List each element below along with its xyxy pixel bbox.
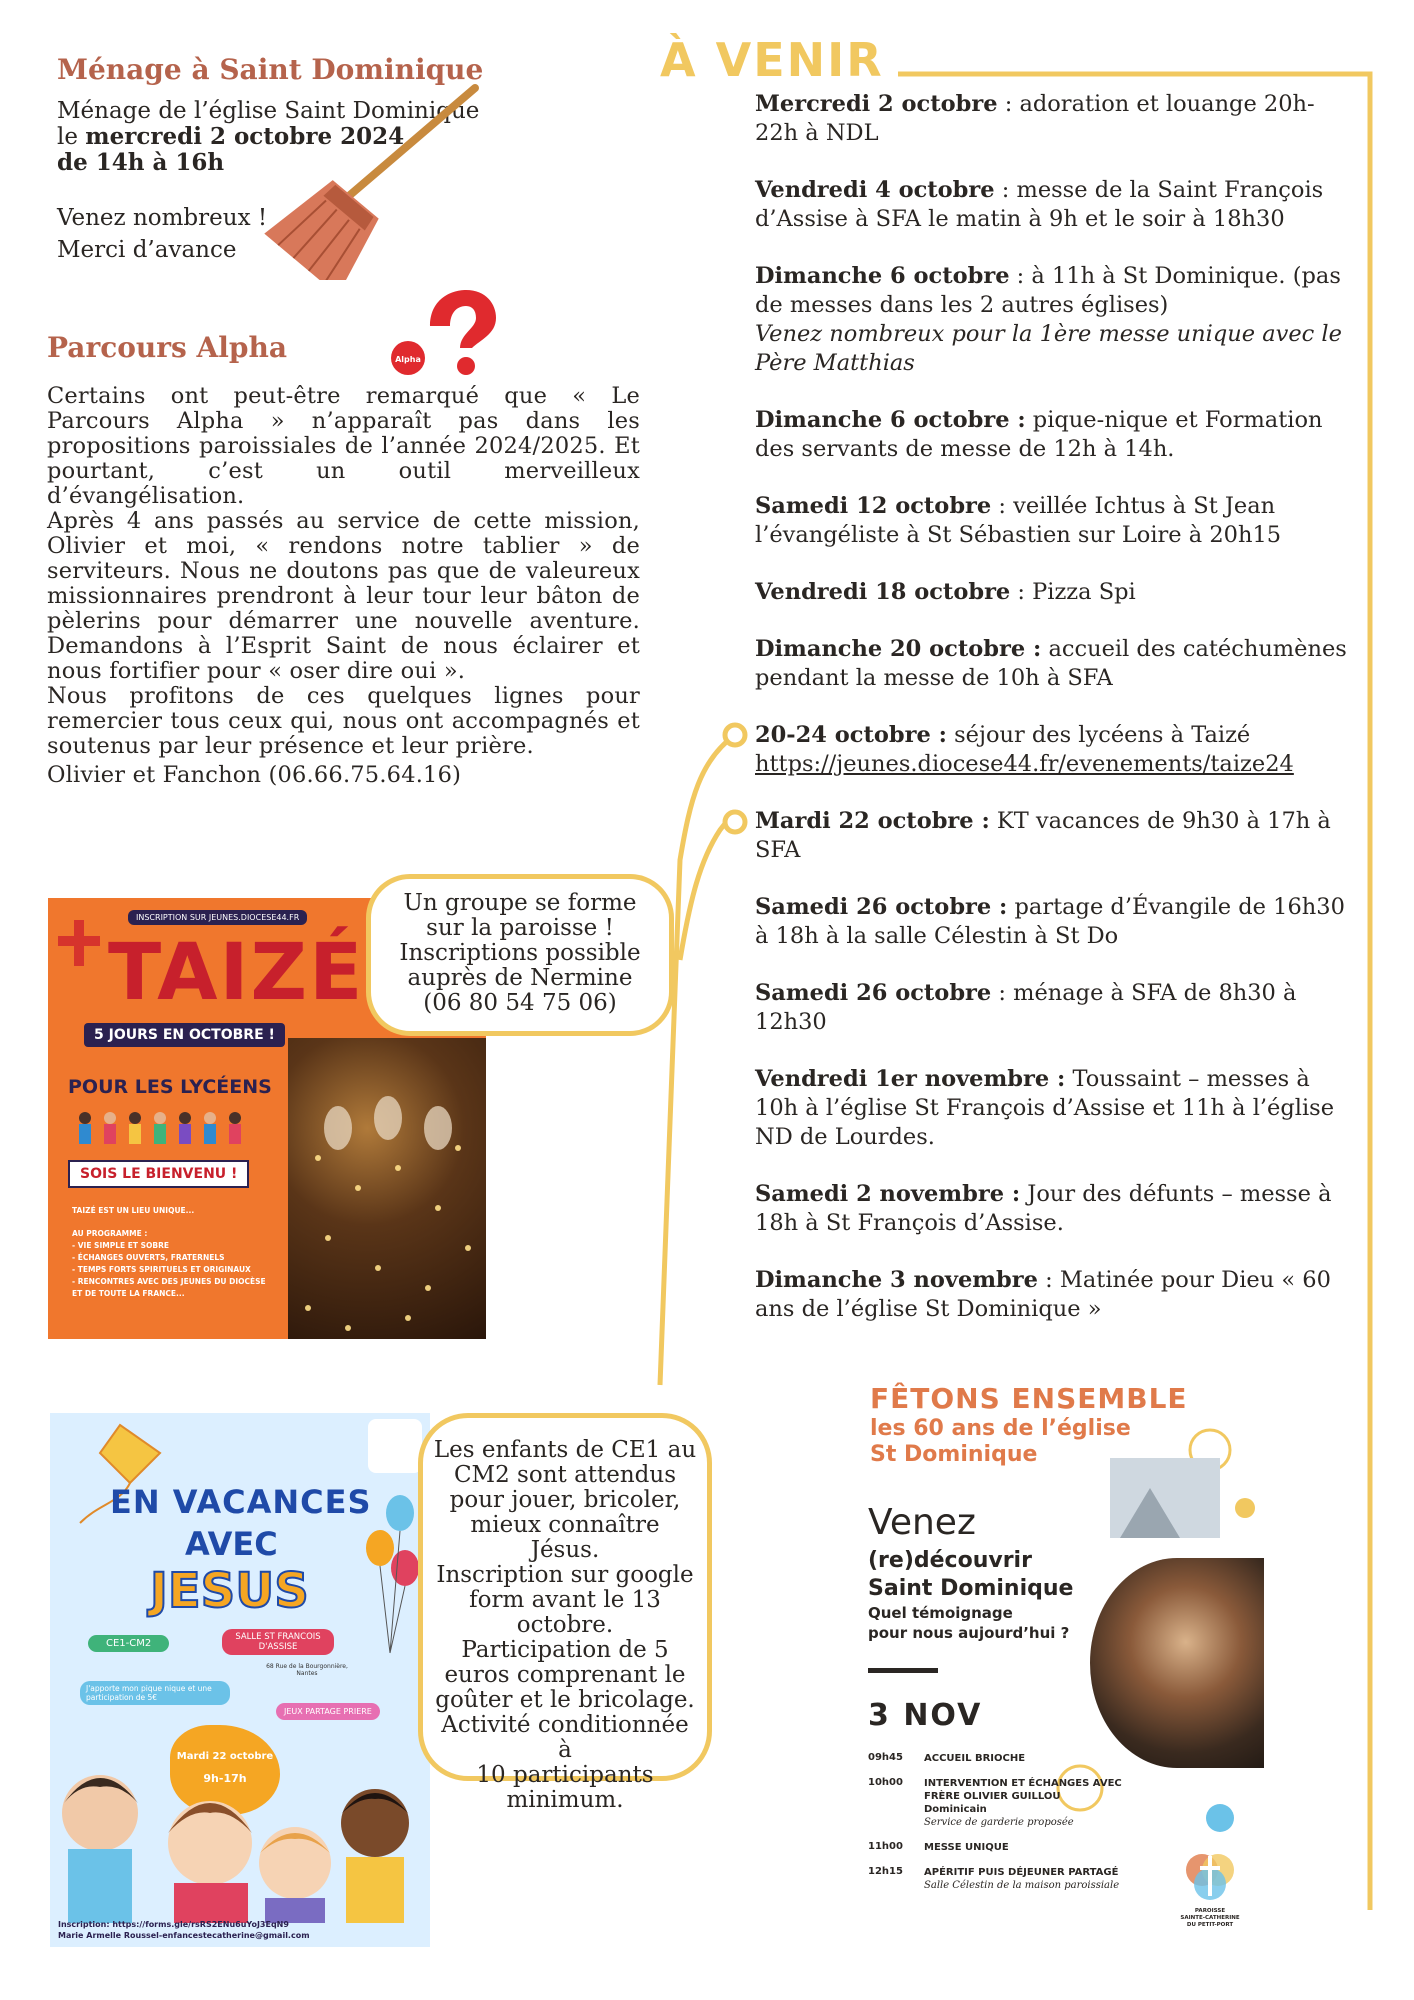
vacances-address: 68 Rue de la Bourgonnière, Nantes: [266, 1663, 348, 1677]
alpha-title: Parcours Alpha: [47, 331, 287, 364]
schedule-note: Salle Célestin de la maison paroissiale: [924, 1880, 1120, 1891]
schedule-label: APÉRITIF PUIS DÉJEUNER PARTAGÉ: [924, 1867, 1119, 1878]
children-illustration: [50, 1753, 430, 1923]
candle-crowd-image: [288, 1038, 486, 1339]
taize-program-item: - VIE SIMPLE ET SOBRE: [72, 1241, 169, 1250]
vacances-tag-place: SALLE ST FRANCOIS D'ASSISE: [222, 1629, 334, 1655]
alpha-signature: Olivier et Fanchon (06.66.75.64.16): [47, 762, 462, 788]
menage-title: Ménage à Saint Dominique: [57, 53, 484, 86]
bubble-line: Inscriptions possible: [399, 940, 641, 966]
vacances-tag-age: CE1-CM2: [88, 1635, 169, 1652]
bubble-line: euros comprenant le: [444, 1662, 686, 1688]
bubble-line: sur la paroisse !: [426, 915, 614, 941]
taize-subtitle: POUR LES LYCÉENS: [68, 1076, 272, 1098]
taize-program: AU PROGRAMME : - VIE SIMPLE ET SOBRE - ÉCHANGES OUVERTS, FRATERNELS - TEMPS FORTS SPIRITUELS ET ORIGINAUX - RENCONTRES AVEC DES JEUNES DU DIOCÈSE ET DE TOUTE LA FRANCE...: [72, 1228, 302, 1300]
bubble-line: (06 80 54 75 06): [423, 990, 617, 1016]
vacances-date-badge: Mardi 22 octobre 9h-17h: [170, 1725, 280, 1815]
taize-program-item: - RENCONTRES AVEC DES JEUNES DU DIOCÈSE: [72, 1277, 266, 1286]
schedule-row: [868, 1841, 1158, 1854]
taize-intro: TAIZÉ EST UN LIEU UNIQUE...: [72, 1206, 195, 1215]
vacances-tag-activities: JEUX PARTAGE PRIERE: [276, 1703, 380, 1720]
fetons-title1: FÊTONS ENSEMBLE: [870, 1382, 1188, 1415]
bubble-line: form avant le 13: [469, 1587, 661, 1613]
people-illustration: [70, 1108, 280, 1156]
menage-hours: de 14h à 16h: [57, 149, 225, 176]
bubble-line: 10 participants: [476, 1762, 654, 1788]
fetons-question2: pour nous aujourd’hui ?: [868, 1624, 1070, 1642]
avenir-item: Samedi 12 octobre : veillée Ichtus à St Jean l’évangéliste à St Sébastien sur Loire à 20h15: [755, 493, 1282, 548]
avenir-item: Samedi 26 octobre : ménage à SFA de 8h30 à 12h30: [755, 980, 1297, 1035]
avenir-item: Vendredi 1er novembre : Toussaint – messes à 10h à l’église St François d’Assise et 11h à l’église ND de Lourdes.: [755, 1066, 1335, 1150]
schedule-row: [868, 1752, 1158, 1765]
schedule-row: 10h00 INTERVENTION ET ÉCHANGES AVEC FRÈRE OLIVIER GUILLOU Dominicain Service de garderie proposée: [868, 1777, 1158, 1829]
bubble-line: pour jouer, bricoler,: [449, 1487, 681, 1513]
cross-icon: [54, 918, 104, 968]
alpha-para1: Certains ont peut-être remarqué que « Le Parcours Alpha » n’apparaît pas dans les propositions paroissiales de l’année 2024/2025. Et pourtant, c’est un outil merveilleux d’évangélisation.: [47, 383, 640, 509]
fetons-title2: les 60 ans de l’église: [870, 1416, 1131, 1441]
fetons-question1: Quel témoignage: [868, 1604, 1013, 1622]
vacances-title2: AVEC: [185, 1525, 278, 1563]
fetons-decor: [1060, 1428, 1264, 1548]
taize-poster-title: TAIZÉ: [108, 928, 365, 1018]
bubble-line: CM2 sont attendus: [453, 1462, 677, 1488]
bubble-line: minimum.: [506, 1787, 624, 1813]
taize-ribbon: 5 JOURS EN OCTOBRE !: [84, 1023, 285, 1047]
fetons-title3: St Dominique: [870, 1442, 1038, 1467]
bubble-line: Activité conditionnée à: [441, 1712, 689, 1763]
avenir-item: Dimanche 6 octobre : pique-nique et Formation des servants de messe de 12h à 14h.: [755, 407, 1323, 462]
menage-invite: Venez nombreux !: [57, 205, 268, 231]
taize-program-item: - TEMPS FORTS SPIRITUELS ET ORIGINAUX: [72, 1265, 251, 1274]
parish-logo-text: PAROISSE SAINTE-CATHERINE DU PETIT-PORT: [1180, 1908, 1240, 1928]
avenir-item: Dimanche 20 octobre : accueil des catéchumènes pendant la messe de 10h à SFA: [755, 636, 1347, 691]
alpha-para2: Après 4 ans passés au service de cette mission, Olivier et moi, « rendons notre tablier » de serviteurs. Nous ne doutons pas que de valeureux missionnaires prendront à leur tour leur bâton de pèlerins pour démarrer une nouvelle aventure. Demandons à l’Esprit Saint de nous éclairer et nous fortifier pour « oser dire oui ».: [47, 508, 640, 684]
schedule-note: Service de garderie proposée: [924, 1817, 1074, 1828]
menage-thanks: Merci d’avance: [57, 237, 237, 263]
bubble-line: Les enfants de CE1 au: [433, 1437, 697, 1463]
avenir-list: [755, 90, 1355, 1352]
schedule-time: 12h15: [868, 1866, 903, 1877]
fetons-redecouvrir: (re)découvrir: [868, 1548, 1032, 1573]
bubble-line: Inscription sur google: [436, 1562, 694, 1588]
taize-welcome: SOIS LE BIENVENU !: [68, 1160, 249, 1188]
vacances-footer: Inscription: https://forms.gle/rsRS2ENu6uYoJ3EqN9 Marie Armelle Roussel-enfancestecatherine@gmail.com: [58, 1920, 310, 1940]
menage-line1: Ménage de l’église Saint Dominique: [57, 98, 480, 124]
schedule-label: INTERVENTION ET ÉCHANGES AVEC FRÈRE OLIVIER GUILLOU: [924, 1778, 1122, 1802]
parish-logo-icon: [1180, 1846, 1240, 1906]
schedule-time: 11h00: [868, 1841, 903, 1852]
fetons-saint: Saint Dominique: [868, 1576, 1074, 1601]
vacances-tag-lunch: J'apporte mon pique nique et une participation de 5€: [80, 1681, 230, 1705]
vacances-title1: EN VACANCES: [110, 1483, 372, 1521]
avenir-item: Mardi 22 octobre : KT vacances de 9h30 à 17h à SFA: [755, 808, 1331, 863]
taize-program-item: - ÉCHANGES OUVERTS, FRATERNELS: [72, 1253, 225, 1262]
avenir-item: Vendredi 4 octobre : messe de la Saint François d’Assise à SFA le matin à 9h et le soir à 18h30: [755, 177, 1324, 232]
avenir-item: Mercredi 2 octobre : adoration et louange 20h-22h à NDL: [755, 91, 1315, 146]
schedule-row: [868, 1866, 1158, 1892]
avenir-item: Samedi 2 novembre : Jour des défunts – messe à 18h à St François d’Assise.: [755, 1181, 1332, 1236]
taize-program-item: ET DE TOUTE LA FRANCE...: [72, 1289, 185, 1298]
schedule-label: ACCUEIL BRIOCHE: [924, 1753, 1026, 1764]
fetons-date: 3 NOV: [868, 1698, 983, 1733]
avenir-title: À VENIR: [660, 30, 892, 90]
avenir-item: Samedi 26 octobre : partage d’Évangile de 16h30 à 18h à la salle Célestin à St Do: [755, 894, 1345, 949]
bubble-line: Participation de 5: [461, 1637, 669, 1663]
alpha-logo-text: Alpha: [395, 355, 421, 364]
bubble-line: octobre.: [516, 1612, 614, 1638]
schedule-label: MESSE UNIQUE: [924, 1842, 1009, 1853]
schedule-time: 10h00: [868, 1777, 903, 1788]
bubble-line: mieux connaître Jésus.: [470, 1512, 660, 1563]
vacances-poster: [50, 1413, 430, 1947]
bubble-line: Un groupe se forme: [403, 890, 637, 916]
vacances-title3: JESUS: [150, 1563, 309, 1619]
bubble-line: auprès de Nermine: [407, 965, 633, 991]
fetons-poster: [840, 1368, 1264, 1962]
bubble-line: goûter et le bricolage.: [435, 1687, 695, 1713]
avenir-item: Dimanche 3 novembre : Matinée pour Dieu « 60 ans de l’église St Dominique »: [755, 1267, 1331, 1322]
avenir-item: Dimanche 6 octobre : à 11h à St Dominique. (pas de messes dans les 2 autres églises) Venez nombreux pour la 1ère messe unique avec le Père Matthias: [755, 263, 1342, 376]
schedule-time: 09h45: [868, 1752, 903, 1763]
fetons-divider: [868, 1668, 938, 1673]
taize-link[interactable]: https://jeunes.diocese44.fr/evenements/taize24: [755, 751, 1294, 777]
church-logo-icon: [368, 1419, 422, 1473]
fetons-venez: Venez: [868, 1502, 976, 1543]
vacances-bubble: [418, 1413, 712, 1813]
menage-line2: le mercredi 2 octobre 2024: [57, 123, 405, 150]
avenir-item: 20-24 octobre : séjour des lycéens à Taizé https://jeunes.diocese44.fr/evenements/taize24: [755, 722, 1294, 777]
avenir-item: Vendredi 18 octobre : Pizza Spi: [755, 579, 1136, 605]
taize-bubble: [366, 874, 674, 1036]
alpha-para3: Nous profitons de ces quelques lignes pour remercier tous ceux qui, nous ont accompagnés et soutenus par leur présence et leur prière.: [47, 683, 640, 759]
taize-top-banner: INSCRIPTION SUR JEUNES.DIOCESE44.FR: [128, 910, 307, 925]
fetons-schedule: [868, 1752, 1158, 1904]
